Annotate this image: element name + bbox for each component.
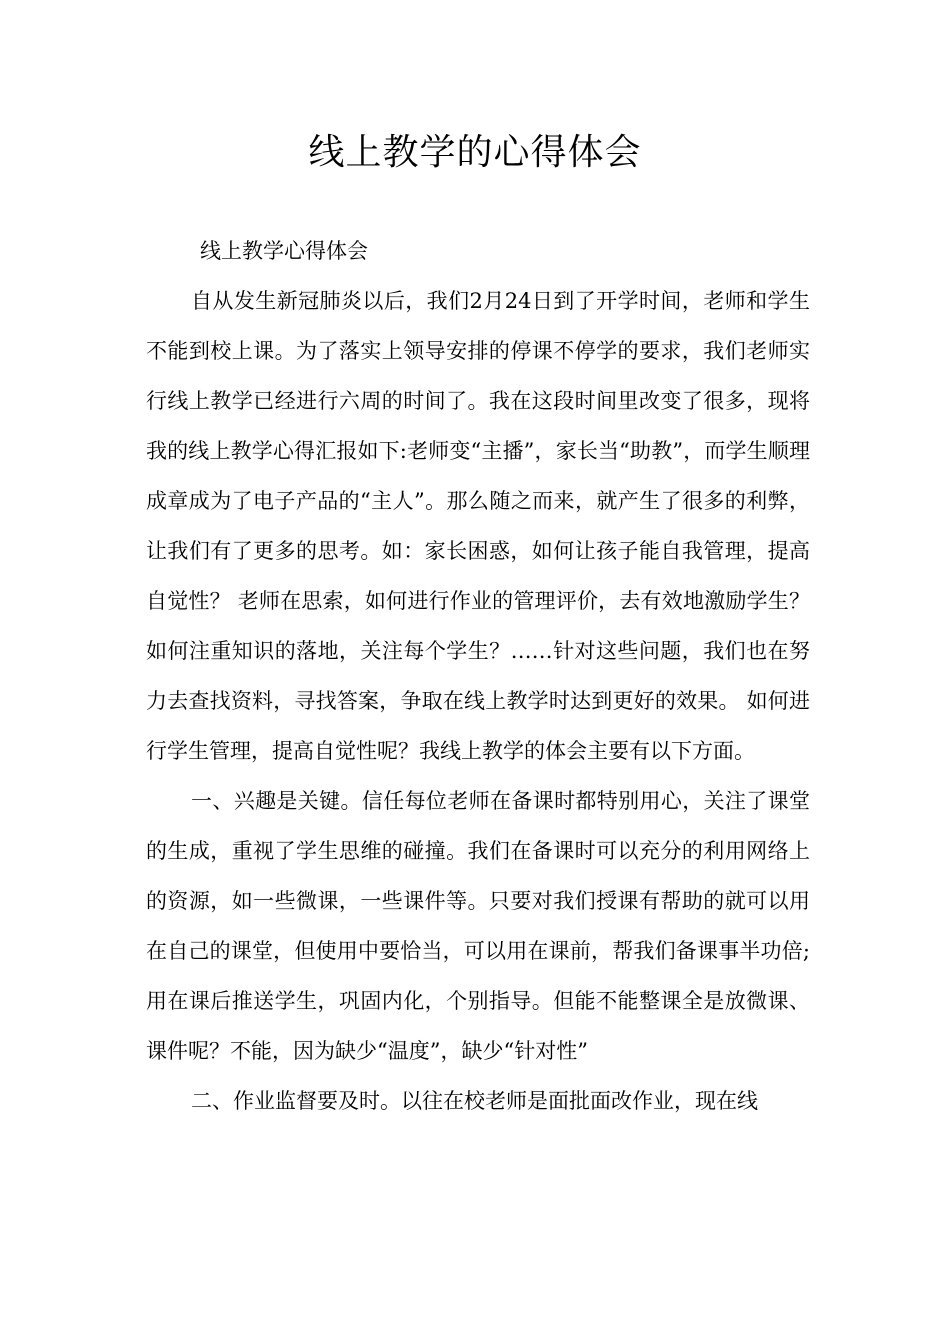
paragraph-point-2: 二、作业监督要及时。以往在校老师是面批面改作业，现在线: [191, 1089, 758, 1113]
document-title: 线上教学的心得体会: [308, 132, 642, 173]
paragraph-point-1: 一、兴趣是关键。信任每位老师在备课时都特别用心，关注了课堂的生成，重视了学生思维的碰撞。我们在备课时可以充分的利用网络上的资源，如一些微课，一些课件等。只要对我们授课有帮助的就可以用在自己的课堂，但使用中要恰当，可以用在课前，帮我们备课事半功倍;用在课后推送学生，巩固内化，个别指导。但能不能整课全是放微课、课件呢？不能，因为缺少“温度”，缺少“针对性”: [146, 789, 810, 1063]
document-body: [146, 226, 810, 1126]
paragraph-intro: 自从发生新冠肺炎以后，我们2月24日到了开学时间，老师和学生不能到校上课。为了落实上领导安排的停课不停学的要求，我们老师实行线上教学已经进行六周的时间了。我在这段时间里改变了很多，现将我的线上教学心得汇报如下:老师变“主播”，家长当“助教”，而学生顺理成章成为了电子产品的“主人”。那么随之而来，就产生了很多的利弊，让我们有了更多的思考。如：家长困惑，如何让孩子能自我管理，提高自觉性？ 老师在思索，如何进行作业的管理评价，去有效地激励学生？如何注重知识的落地，关注每个学生？……针对这些问题，我们也在努力去查找资料，寻找答案，争取在线上教学时达到更好的效果。 如何进行学生管理，提高自觉性呢？我线上教学的体会主要有以下方面。: [146, 289, 810, 763]
document-subtitle: 线上教学心得体会: [200, 239, 368, 263]
